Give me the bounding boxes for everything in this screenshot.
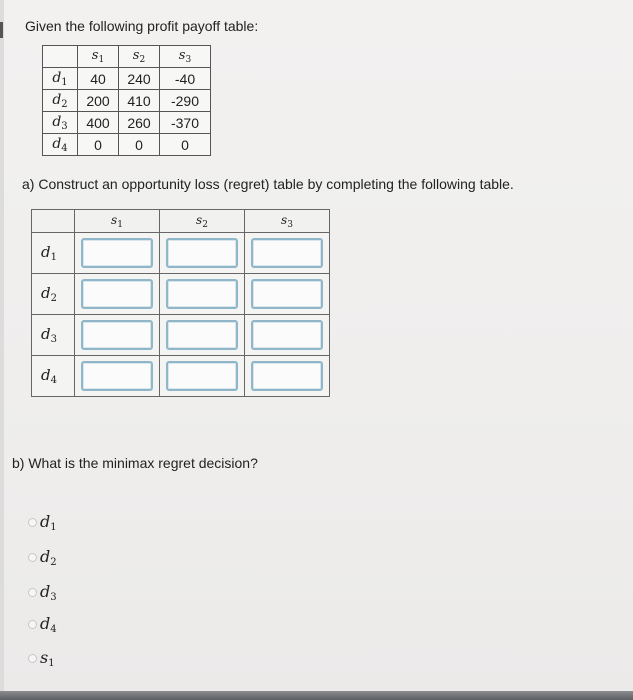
regret-row-d3: [32, 315, 330, 356]
regret-row-header: $d_3$: [32, 315, 75, 356]
regret-input-d3-s1[interactable]: [81, 320, 153, 350]
regret-row-d4: [32, 356, 330, 397]
regret-input-d2-s3[interactable]: [251, 279, 323, 309]
payoff-row-d2: [43, 90, 211, 112]
radio-button[interactable]: [28, 588, 37, 597]
regret-input-d1-s1[interactable]: [81, 238, 153, 268]
payoff-cell: 0: [160, 134, 211, 156]
payoff-table: [42, 45, 211, 156]
option-label: $s_1$: [40, 647, 55, 669]
regret-row-d1: [32, 233, 330, 274]
payoff-cell: -370: [160, 112, 211, 134]
regret-header-s2: $s_2$: [160, 210, 245, 233]
payoff-row-d4: [43, 134, 211, 156]
payoff-header-s1: $s_1$: [78, 46, 119, 68]
radio-button[interactable]: [28, 654, 37, 663]
payoff-cell: -40: [160, 68, 211, 90]
option-d4[interactable]: [28, 614, 57, 634]
option-label: $d_2$: [40, 546, 57, 568]
option-label: $d_1$: [40, 511, 57, 533]
payoff-row-d1: [43, 68, 211, 90]
payoff-cell: -290: [160, 90, 211, 112]
regret-input-d4-s1[interactable]: [81, 361, 153, 391]
regret-input-d1-s2[interactable]: [166, 238, 238, 268]
regret-header-s1: $s_1$: [75, 210, 160, 233]
option-d1[interactable]: [28, 512, 57, 532]
regret-row-header: $d_2$: [32, 274, 75, 315]
part-b-question: b) What is the minimax regret decision?: [12, 455, 258, 471]
payoff-cell: 240: [119, 68, 160, 90]
payoff-row-header: $d_4$: [43, 134, 78, 156]
regret-corner-cell: [32, 210, 75, 233]
regret-input-d3-s2[interactable]: [166, 320, 238, 350]
radio-button[interactable]: [28, 620, 37, 629]
radio-button[interactable]: [28, 518, 37, 527]
payoff-corner-cell: [43, 46, 78, 68]
radio-button[interactable]: [28, 553, 37, 562]
regret-row-header: $d_4$: [32, 356, 75, 397]
payoff-cell: 200: [78, 90, 119, 112]
payoff-row-d3: [43, 112, 211, 134]
regret-input-d2-s1[interactable]: [81, 279, 153, 309]
payoff-cell: 410: [119, 90, 160, 112]
regret-input-d1-s3[interactable]: [251, 238, 323, 268]
option-label: $d_4$: [40, 613, 57, 635]
payoff-row-header: $d_2$: [43, 90, 78, 112]
part-a-question: a) Construct an opportunity loss (regret) table by completing the following table.: [22, 176, 514, 192]
payoff-cell: 0: [78, 134, 119, 156]
payoff-cell: 0: [119, 134, 160, 156]
option-s1[interactable]: [28, 648, 55, 668]
intro-text: Given the following profit payoff table:: [25, 18, 259, 34]
option-label: $d_3$: [40, 581, 57, 603]
payoff-row-header: $d_3$: [43, 112, 78, 134]
window-edge-handle: [0, 22, 3, 38]
option-d2[interactable]: [28, 547, 57, 567]
payoff-header-s3: $s_3$: [160, 46, 211, 68]
payoff-cell: 260: [119, 112, 160, 134]
regret-table: [31, 209, 330, 397]
payoff-row-header: $d_1$: [43, 68, 78, 90]
regret-row-d2: [32, 274, 330, 315]
regret-input-d3-s3[interactable]: [251, 320, 323, 350]
payoff-cell: 400: [78, 112, 119, 134]
regret-input-d4-s3[interactable]: [251, 361, 323, 391]
regret-input-d4-s2[interactable]: [166, 361, 238, 391]
regret-row-header: $d_1$: [32, 233, 75, 274]
regret-input-d2-s2[interactable]: [166, 279, 238, 309]
window-left-edge: [0, 0, 4, 700]
payoff-cell: 40: [78, 68, 119, 90]
option-d3[interactable]: [28, 582, 57, 602]
payoff-header-s2: $s_2$: [119, 46, 160, 68]
regret-header-s3: $s_3$: [245, 210, 330, 233]
screen-bottom-bezel: [0, 691, 633, 700]
